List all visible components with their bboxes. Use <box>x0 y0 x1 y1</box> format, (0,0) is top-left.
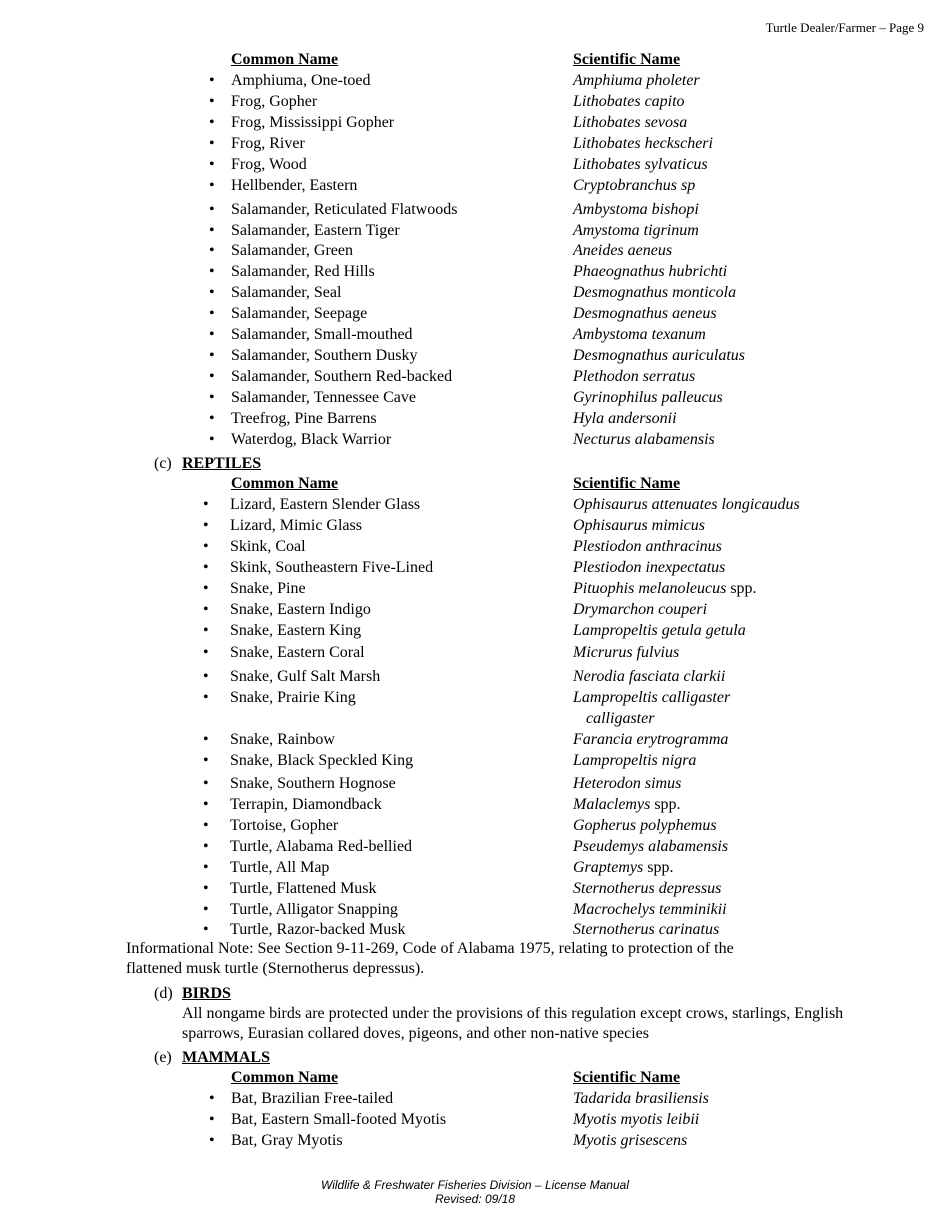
mammals-label: (e) <box>154 1049 172 1066</box>
bullet-icon: • <box>209 114 215 131</box>
scientific-name-text: Cryptobranchus sp <box>573 177 696 194</box>
bullet-icon: • <box>209 284 215 301</box>
amphibians-common-name: Amphiuma, One-toed <box>231 72 371 89</box>
amphibians-scientific-name <box>573 283 736 303</box>
reptiles-common-name: Tortoise, Gopher <box>230 817 339 834</box>
scientific-name-text: Drymarchon couperi <box>573 601 708 618</box>
scientific-name-text: Aneides aeneus <box>573 242 673 259</box>
amphibians-scientific-name <box>573 221 699 241</box>
amphibians-scientific-name <box>573 325 706 345</box>
bullet-icon: • <box>203 517 209 534</box>
bullet-icon: • <box>203 859 209 876</box>
bullet-icon: • <box>209 177 215 194</box>
bullet-icon: • <box>203 838 209 855</box>
amphibians-scientific-header: Scientific Name <box>573 51 681 68</box>
scientific-name-text: Nerodia fasciata clarkii <box>573 668 726 685</box>
amphibians-scientific-name <box>573 134 713 154</box>
amphibians-scientific-name <box>573 430 715 450</box>
amphibians-common-name: Hellbender, Eastern <box>231 177 358 194</box>
reptiles-title: REPTILES <box>182 455 262 472</box>
amphibians-common-name: Salamander, Tennessee Cave <box>231 389 416 406</box>
reptiles-scientific-name <box>573 688 730 708</box>
bullet-icon: • <box>209 347 215 364</box>
reptiles-common-name: Lizard, Eastern Slender Glass <box>230 496 421 513</box>
scientific-name-text: Phaeognathus hubrichti <box>573 263 728 280</box>
amphibians-scientific-name <box>573 113 687 133</box>
reptiles-common-name: Terrapin, Diamondback <box>230 796 382 813</box>
reptiles-common-name: Snake, Southern Hognose <box>230 775 396 792</box>
birds-text-line-2: sparrows, Eurasian collared doves, pigeons, and other non-native species <box>182 1025 649 1042</box>
reptiles-scientific-name-continued: calligaster <box>586 710 655 727</box>
footer-line-2: Revised: 09/18 <box>434 1192 516 1206</box>
amphibians-common-header: Common Name <box>231 51 339 68</box>
bullet-icon: • <box>203 817 209 834</box>
reptiles-scientific-name <box>573 495 800 515</box>
bullet-icon: • <box>209 1111 215 1128</box>
informational-note <box>126 939 734 979</box>
reptiles-common-name: Snake, Eastern Coral <box>230 644 365 661</box>
bullet-icon: • <box>209 410 215 427</box>
reptiles-common-name: Snake, Prairie King <box>230 689 356 706</box>
scientific-name-text: Micrurus fulvius <box>573 644 680 661</box>
bullet-icon: • <box>203 538 209 555</box>
amphibians-common-name: Salamander, Small-mouthed <box>231 326 413 343</box>
page-header: Turtle Dealer/Farmer – Page 9 <box>765 20 924 35</box>
amphibians-common-name: Frog, Wood <box>231 156 307 173</box>
scientific-name-text: Plestiodon anthracinus <box>573 538 722 555</box>
amphibians-common-name: Frog, River <box>231 135 305 152</box>
scientific-name-text: Necturus alabamensis <box>573 431 715 448</box>
bullet-icon: • <box>203 901 209 918</box>
scientific-name-text: Pseudemys alabamensis <box>573 838 729 855</box>
reptiles-common-name: Turtle, Alligator Snapping <box>230 901 398 918</box>
reptiles-scientific-name <box>573 537 722 557</box>
scientific-name-text: Graptemys <box>573 859 644 876</box>
bullet-icon: • <box>209 201 215 218</box>
scientific-name-text: Sternotherus carinatus <box>573 921 720 938</box>
amphibians-common-name: Treefrog, Pine Barrens <box>231 410 377 427</box>
mammals-common-name: Bat, Eastern Small-footed Myotis <box>231 1111 447 1128</box>
bullet-icon: • <box>209 1132 215 1149</box>
scientific-name-text: Myotis grisescens <box>573 1132 688 1149</box>
scientific-name-suffix: spp. <box>643 859 674 876</box>
reptiles-common-name: Snake, Gulf Salt Marsh <box>230 668 381 685</box>
note-line-2: flattened musk turtle (Sternotherus depressus). <box>126 960 425 977</box>
scientific-name-text: Gopherus polyphemus <box>573 817 717 834</box>
mammals-common-header: Common Name <box>231 1069 339 1086</box>
scientific-name-text: Ophisaurus mimicus <box>573 517 706 534</box>
birds-text <box>182 1004 843 1044</box>
reptiles-common-name: Skink, Coal <box>230 538 306 555</box>
reptiles-common-name: Snake, Rainbow <box>230 731 335 748</box>
reptiles-common-name: Turtle, Alabama Red-bellied <box>230 838 413 855</box>
scientific-name-text: Malaclemys <box>573 796 651 813</box>
scientific-name-text: Myotis myotis leibii <box>573 1111 700 1128</box>
reptiles-common-name: Turtle, Razor-backed Musk <box>230 921 406 938</box>
scientific-name-text: Lampropeltis calligaster <box>573 689 731 706</box>
reptiles-scientific-name <box>573 900 727 920</box>
bullet-icon: • <box>203 796 209 813</box>
bullet-icon: • <box>209 1090 215 1107</box>
scientific-name-text: Gyrinophilus palleucus <box>573 389 723 406</box>
reptiles-common-name: Snake, Black Speckled King <box>230 752 414 769</box>
amphibians-scientific-name <box>573 346 745 366</box>
reptiles-common-name: Skink, Southeastern Five-Lined <box>230 559 434 576</box>
scientific-name-text: Pituophis melanoleucus <box>573 580 727 597</box>
amphibians-scientific-name <box>573 241 672 261</box>
footer-line-1: Wildlife & Freshwater Fisheries Division – License Manual <box>320 1178 629 1192</box>
bullet-icon: • <box>209 431 215 448</box>
scientific-name-suffix: spp. <box>726 580 757 597</box>
scientific-name-text: Tadarida brasiliensis <box>573 1090 709 1107</box>
amphibians-scientific-name <box>573 262 727 282</box>
birds-text-line-1: All nongame birds are protected under the provisions of this regulation except crows, starlings, English <box>182 1005 844 1022</box>
bullet-icon: • <box>203 668 209 685</box>
reptiles-common-name: Snake, Eastern Indigo <box>230 601 371 618</box>
note-line-1: Informational Note: See Section 9-11-269, Code of Alabama 1975, relating to protection of the <box>126 940 734 957</box>
reptiles-scientific-name <box>573 667 725 687</box>
scientific-name-text: Lithobates sylvaticus <box>573 156 708 173</box>
amphibians-scientific-name <box>573 388 723 408</box>
reptiles-common-name: Snake, Pine <box>230 580 306 597</box>
bullet-icon: • <box>209 389 215 406</box>
bullet-icon: • <box>209 305 215 322</box>
bullet-icon: • <box>209 242 215 259</box>
bullet-icon: • <box>203 644 209 661</box>
scientific-name-suffix: spp. <box>650 796 681 813</box>
amphibians-scientific-name <box>573 200 699 220</box>
reptiles-common-name: Snake, Eastern King <box>230 622 362 639</box>
reptiles-label: (c) <box>154 455 172 472</box>
reptiles-scientific-name <box>573 837 728 857</box>
reptiles-scientific-name <box>573 579 757 599</box>
bullet-icon: • <box>203 580 209 597</box>
amphibians-common-name: Waterdog, Black Warrior <box>231 431 392 448</box>
scientific-name-text: Amphiuma pholeter <box>573 72 700 89</box>
birds-label: (d) <box>154 985 173 1002</box>
scientific-name-text: Lampropeltis nigra <box>573 752 697 769</box>
scientific-name-text: Lampropeltis getula getula <box>573 622 746 639</box>
bullet-icon: • <box>203 496 209 513</box>
scientific-name-text: Amystoma tigrinum <box>573 222 699 239</box>
reptiles-common-name: Turtle, Flattened Musk <box>230 880 377 897</box>
scientific-name-text: Hyla andersonii <box>573 410 677 427</box>
reptiles-scientific-name <box>573 858 673 878</box>
reptiles-scientific-name <box>573 558 725 578</box>
reptiles-scientific-name <box>573 816 717 836</box>
reptiles-scientific-name <box>573 516 705 536</box>
reptiles-scientific-name <box>573 643 679 663</box>
mammals-scientific-name <box>573 1131 687 1151</box>
reptiles-scientific-name <box>573 600 707 620</box>
amphibians-common-name: Salamander, Eastern Tiger <box>231 222 400 239</box>
scientific-name-text: Plethodon serratus <box>573 368 696 385</box>
amphibians-common-name: Frog, Mississippi Gopher <box>231 114 395 131</box>
amphibians-common-name: Frog, Gopher <box>231 93 318 110</box>
reptiles-scientific-name <box>573 920 719 940</box>
mammals-scientific-name <box>573 1089 709 1109</box>
amphibians-common-name: Salamander, Southern Dusky <box>231 347 418 364</box>
reptiles-scientific-name <box>573 795 681 815</box>
scientific-name-text: Desmognathus auriculatus <box>573 347 745 364</box>
scientific-name-text: Plestiodon inexpectatus <box>573 559 726 576</box>
bullet-icon: • <box>203 921 209 938</box>
reptiles-scientific-name <box>573 730 728 750</box>
bullet-icon: • <box>203 731 209 748</box>
bullet-icon: • <box>209 222 215 239</box>
mammals-common-name: Bat, Brazilian Free-tailed <box>231 1090 394 1107</box>
bullet-icon: • <box>209 135 215 152</box>
birds-title: BIRDS <box>182 985 231 1002</box>
scientific-name-text: Ambystoma texanum <box>573 326 706 343</box>
scientific-name-text: Ophisaurus attenuates longicaudus <box>573 496 800 513</box>
bullet-icon: • <box>209 156 215 173</box>
mammals-scientific-header: Scientific Name <box>573 1069 681 1086</box>
bullet-icon: • <box>203 622 209 639</box>
page-footer <box>0 1178 950 1206</box>
reptiles-scientific-name <box>573 774 681 794</box>
amphibians-scientific-name <box>573 176 695 196</box>
bullet-icon: • <box>209 326 215 343</box>
scientific-name-text: Ambystoma bishopi <box>573 201 699 218</box>
amphibians-common-name: Salamander, Seepage <box>231 305 368 322</box>
scientific-name-text: Heterodon simus <box>573 775 682 792</box>
bullet-icon: • <box>203 559 209 576</box>
amphibians-scientific-name <box>573 92 685 112</box>
mammals-title: MAMMALS <box>182 1049 270 1066</box>
scientific-name-text: Desmognathus monticola <box>573 284 737 301</box>
scientific-name-text: Lithobates capito <box>573 93 685 110</box>
amphibians-scientific-name <box>573 155 708 175</box>
reptiles-scientific-name <box>573 621 746 641</box>
amphibians-scientific-name <box>573 409 677 429</box>
scientific-name-text: Sternotherus depressus <box>573 880 722 897</box>
bullet-icon: • <box>203 689 209 706</box>
amphibians-common-name: Salamander, Green <box>231 242 353 259</box>
reptiles-common-name: Lizard, Mimic Glass <box>230 517 362 534</box>
bullet-icon: • <box>203 752 209 769</box>
amphibians-scientific-name <box>573 367 695 387</box>
bullet-icon: • <box>203 880 209 897</box>
bullet-icon: • <box>209 368 215 385</box>
scientific-name-text: Desmognathus aeneus <box>573 305 717 322</box>
reptiles-scientific-name <box>573 879 721 899</box>
scientific-name-text: Farancia erytrogramma <box>573 731 729 748</box>
bullet-icon: • <box>209 72 215 89</box>
bullet-icon: • <box>203 775 209 792</box>
mammals-common-name: Bat, Gray Myotis <box>231 1132 343 1149</box>
bullet-icon: • <box>209 93 215 110</box>
reptiles-scientific-header: Scientific Name <box>573 475 681 492</box>
reptiles-scientific-name <box>573 751 696 771</box>
amphibians-scientific-name <box>573 71 700 91</box>
mammals-scientific-name <box>573 1110 699 1130</box>
reptiles-common-name: Turtle, All Map <box>230 859 330 876</box>
bullet-icon: • <box>209 263 215 280</box>
scientific-name-text: Lithobates heckscheri <box>573 135 713 152</box>
amphibians-common-name: Salamander, Southern Red-backed <box>231 368 453 385</box>
amphibians-common-name: Salamander, Seal <box>231 284 342 301</box>
scientific-name-text: Macrochelys temminikii <box>573 901 727 918</box>
reptiles-common-header: Common Name <box>231 475 339 492</box>
scientific-name-text: Lithobates sevosa <box>573 114 688 131</box>
amphibians-scientific-name <box>573 304 717 324</box>
bullet-icon: • <box>203 601 209 618</box>
amphibians-common-name: Salamander, Reticulated Flatwoods <box>231 201 458 218</box>
amphibians-common-name: Salamander, Red Hills <box>231 263 375 280</box>
